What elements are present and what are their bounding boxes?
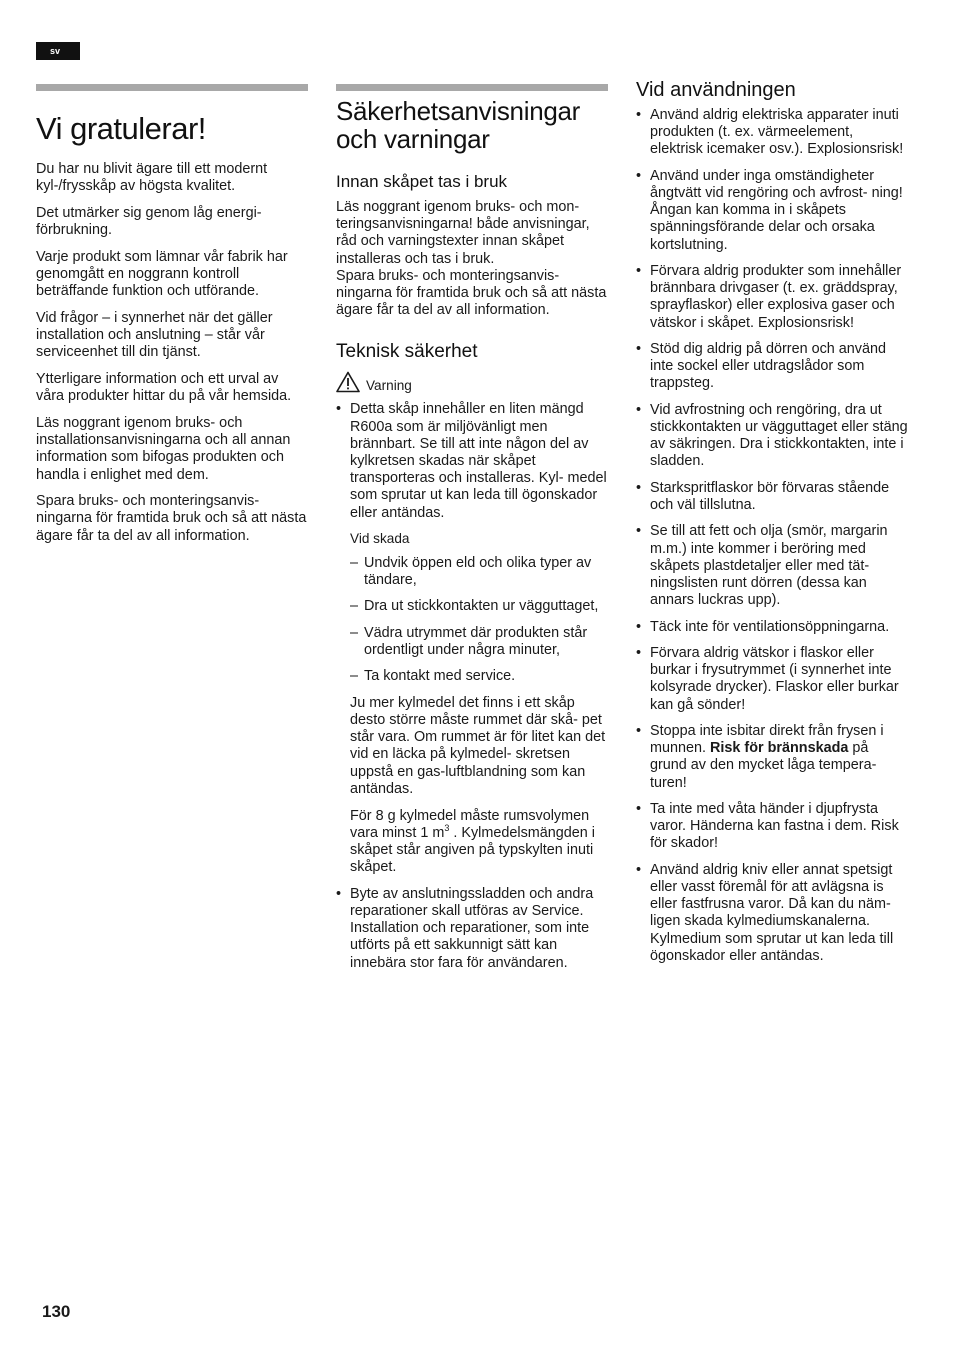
list-item-text: på grund av den mycket låga tempera- turen! [650, 740, 877, 791]
dash-icon: – [350, 624, 359, 641]
usage-list [636, 107, 908, 965]
list-item [636, 480, 908, 514]
list-item-text: Använd under inga omständigheter ångtvätt vid rengöring och avfrost- ning! Ångan kan komma in i skåpets spänningsförande delar och orsaka kortslutning. [650, 167, 903, 253]
room-volume-text: . Kylmedelsmängden i skåpet står angiven på typskylten inuti skåpet. [350, 824, 595, 876]
bullet-icon: • [636, 479, 642, 496]
list-item [350, 555, 608, 589]
language-badge: sv [36, 42, 80, 60]
warning-triangle-icon [336, 371, 360, 393]
warning-label: Varning [366, 378, 412, 394]
intro-paragraph: Läs noggrant igenom bruks- och installationsanvisningarna och all annan information som bifogas produkten och handla i enlighet med dem. [36, 414, 291, 483]
intro-paragraph: Det utmärker sig genom låg energi- förbrukning. [36, 204, 262, 239]
bullet-icon: • [636, 341, 642, 357]
before-use-paragraph: Spara bruks- och monteringsanvis- ningarna för framtida bruk och så att nästa ägare får ta del av all information. [336, 267, 607, 319]
list-item-text: Stöd dig aldrig på dörren och använd inte sockel eller utdragslådor som trappsteg. [650, 341, 887, 392]
list-item [636, 341, 908, 393]
list-item-text: Ta kontakt med service. [364, 668, 516, 685]
list-item [636, 801, 908, 853]
list-item [636, 263, 908, 332]
list-item-text: Ta inte med våta händer i djupfrysta varor. Händerna kan fastna i dem. Risk för skador! [650, 800, 899, 852]
list-item [336, 886, 608, 972]
list-item-text: Dra ut stickkontakten ur vägguttaget, [364, 598, 599, 615]
bullet-icon: • [636, 644, 642, 661]
damage-steps-list [350, 555, 608, 686]
list-item-text: Använd aldrig kniv eller annat spetsigt eller vasst föremål för att avlägsna is eller fastfrusna varor. Då kan du näm- ligen skada kylmediumskanalerna. Kylmedium som sprutar ut kan leda till ögonskador eller antändas. [650, 861, 894, 964]
bullet-icon: • [636, 800, 642, 817]
congratulations-title: Vi gratulerar! [36, 111, 206, 146]
bullet-icon: • [636, 618, 642, 635]
list-item-text: Vädra utrymmet där produkten står ordentligt under några minuter, [364, 624, 588, 659]
warning-line [336, 371, 608, 393]
list-item-text: Vid avfrostning och rengöring, dra ut stickkontakten ur vägguttaget eller stäng av säkringen. Dra i stickkontakten, inte i sladden. [650, 401, 908, 470]
bullet-icon: • [336, 401, 342, 418]
list-item [636, 619, 908, 636]
usage-column [636, 79, 908, 974]
dash-icon: – [350, 598, 359, 615]
list-item [350, 598, 608, 615]
superscript: 3 [444, 822, 450, 833]
list-item-text: Undvik öppen eld och olika typer av tändare, [364, 554, 592, 589]
before-use-paragraph: Läs noggrant igenom bruks- och mon- teringsanvisningarna! både anvisningar, råd och varningstexter innan skåpet installeras och tas i bruk. [336, 199, 590, 267]
usage-heading: Vid användningen [636, 79, 796, 101]
list-item [636, 645, 908, 714]
intro-paragraph: Varje produkt som lämnar vår fabrik har genomgått en noggrann kontroll beträffande funktion och utförande. [36, 248, 288, 300]
intro-paragraph: Spara bruks- och monteringsanvis- ningarna för framtida bruk och så att nästa ägare får ta del av all information. [36, 493, 307, 544]
section-rule [336, 84, 608, 91]
technical-safety-heading: Teknisk säkerhet [336, 341, 478, 363]
list-item [636, 402, 908, 471]
bullet-icon: • [636, 861, 642, 878]
list-item [636, 723, 908, 792]
technical-safety-list [336, 401, 608, 971]
list-item-text: Täck inte för ventilationsöppningarna. [650, 618, 890, 635]
safety-column [336, 84, 608, 981]
list-item [350, 625, 608, 659]
list-item-text: Starkspritflaskor bör förvaras stående och väl tillslutna. [650, 479, 890, 513]
congratulations-column [36, 84, 308, 554]
page-number: 130 [42, 1302, 71, 1321]
list-item [636, 107, 908, 159]
intro-paragraph: Du har nu blivit ägare till ett modernt kyl-/frysskåp av högsta kvalitet. [36, 161, 268, 195]
refrigerant-paragraph: Ju mer kylmedel det finns i ett skåp desto större måste rummet där skå- pet står vara. Om rummet är för litet kan det vid en läcka på kylmedel- skretsen uppstå en gas-luftblandning som kan antändas. [350, 694, 606, 797]
bullet-icon: • [636, 722, 642, 739]
safety-title: Säkerhetsanvisningar och varningar [336, 96, 581, 154]
list-item [336, 401, 608, 876]
list-item [636, 523, 908, 609]
room-volume-text: För 8 g kylmedel måste rumsvolymen vara minst 1 m [350, 807, 590, 841]
burn-risk-emphasis: Risk för brännskada [710, 740, 849, 757]
list-item [350, 668, 608, 685]
section-rule [36, 84, 308, 91]
list-item-text: Använd aldrig elektriska apparater inuti produkten (t. ex. värmeelement, elektrisk icemaker osv.). Explosionsrisk! [650, 107, 904, 158]
damage-label: Vid skada [350, 530, 410, 546]
list-item-text: Byte av anslutningssladden och andra reparationer skall utföras av Service. Installation och reparationer, som inte utförts på ett sakkunnigt sätt kan innebära stor fara för användaren. [350, 885, 594, 971]
bullet-icon: • [636, 107, 642, 123]
list-item [636, 168, 908, 254]
bullet-icon: • [636, 523, 642, 540]
bullet-icon: • [636, 167, 642, 184]
before-use-heading: Innan skåpet tas i bruk [336, 172, 508, 191]
list-item-text: Detta skåp innehåller en liten mängd R600a som är miljövänligt men brännbart. Se till att inte någon del av kylkretsen skadas när skåpet transporteras och installeras. Kyl- medel som sprutar ut kan leda till ögonskador eller antändas. [350, 401, 607, 521]
room-volume-paragraph [350, 808, 608, 877]
dash-icon: – [350, 668, 359, 685]
dash-icon: – [350, 554, 359, 571]
list-item-text: Förvara aldrig vätskor i flaskor eller burkar i frysutrymmet (i synnerhet inte kolsyrade drycker). Flaskor eller burkar kan gå sönder! [650, 644, 899, 713]
bullet-icon: • [336, 885, 342, 902]
intro-paragraph: Ytterligare information och ett urval av våra produkter hittar du på vår hemsida. [36, 371, 292, 405]
bullet-icon: • [636, 263, 642, 279]
refrigerant-notes [350, 695, 608, 877]
bullet-icon: • [636, 401, 642, 418]
list-item-text: Se till att fett och olja (smör, margarin m.m.) inte kommer i beröring med skåpets plastdetaljer eller med tät- ningslisten runt dörren (dessa kan annars luckras upp). [650, 523, 888, 609]
intro-paragraph: Vid frågor – i synnerhet när det gäller installation och anslutning – står vår serviceenhet till din tjänst. [36, 309, 273, 361]
list-item-text: Förvara aldrig produkter som innehåller brännbara drivgaser (t. ex. gräddspray, sprayflaskor) eller explosiva gaser och vätskor i skåpet. Explosionsrisk! [650, 263, 902, 331]
list-item [636, 862, 908, 965]
list-item-text: Stoppa inte isbitar direkt från frysen i munnen. [650, 722, 884, 757]
